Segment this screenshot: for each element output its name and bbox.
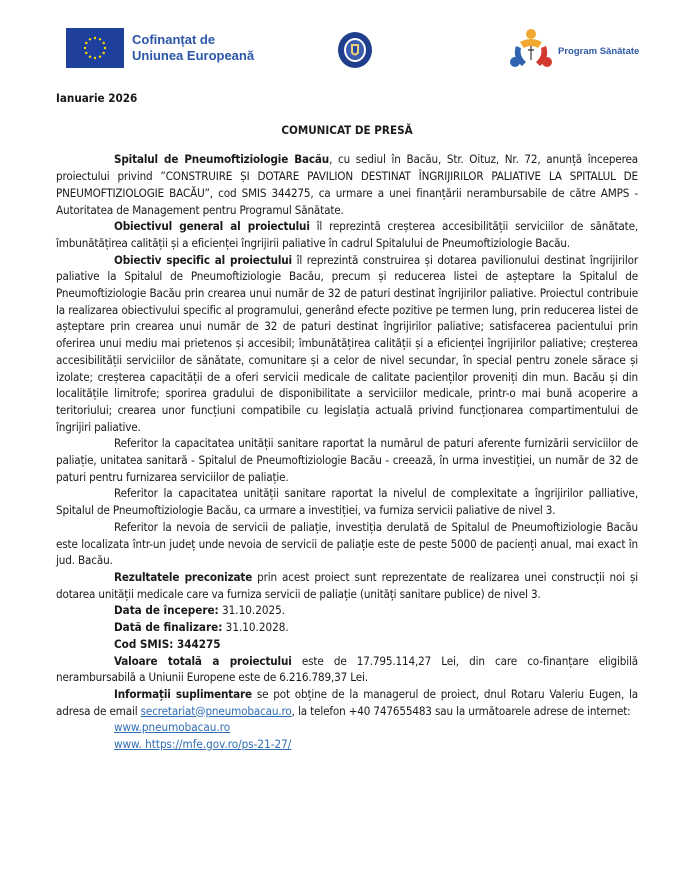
general-objective-label: Obiectivul general al proiectului — [114, 219, 310, 234]
header-logos — [0, 28, 696, 80]
project-value-label: Valoare totală a proiectului — [114, 653, 292, 668]
program-sanatate-label: Program Sănătate — [558, 45, 640, 57]
expected-results-label: Rezultatele preconizate — [114, 569, 253, 584]
paragraph-general-objective: Obiectivul general al proiectului îl reprezintă creșterea accesibilității serviciilor de sănătate, îmbunătățirea calității și a eficienței îngrijirii paliative în cadrul Spitalului de Pneumoftiziologie Bacău. — [56, 219, 639, 250]
eu-flag-icon — [66, 28, 124, 68]
paragraph-expected-results: Rezultatele preconizate prin acest proiect sunt reprezentate de realizarea unei construcții noi și dotarea unității medicale care va furniza servicii de paliație (unități sanitare publice) de nivel 3. — [56, 569, 638, 601]
paragraph-specific-objective: Obiectiv specific al proiectului îl reprezintă construirea și dotarea pavilionului destinat îngrijirilor paliative la Spitalul de Pneumoftiziologie Bacău, precum și reducerea listei de așteptare la Spitalul de Pneumoftiziologie Bacău prin crearea unui număr de 32 de paturi destinat îngrijirilor paliative. Proiectul contribuie la realizarea obiectivului specific al programului, generând efecte pozitive pe termen lung, prin reducerea listei de așteptare prin crearea unui număr de 32 de paturi destinat îngrijirilor paliative; satisfacerea pacientului prin oferirea unui mediu mai prietenos și accesibil; îmbunătățirea calității și a eficienței îngrijirilor paliative; creșterea accesibilității serviciilor de sănătate, comunitare și a celor de nivel secundar, în special pentru zonele sărace și izolate; creșterea capacității de a oferi servicii medicale de calitate pacienților proveniți din mun. Bacău și din localitățile limitrofe; sporirea gradului de disponibilitate a serviciilor medicale, printr-o mai bună acoperire a teritoriului; crearea unor funcțiuni compatibile cu legislația actuală privind funcționarea compartimentului de îngrijiri paliative. — [56, 252, 638, 434]
press-release-document — [56, 90, 638, 753]
guvernul-romaniei-seal-icon — [337, 31, 373, 69]
additional-info-label: Informații suplimentare — [114, 686, 252, 701]
paragraph-additional-info: Informații suplimentare se pot obține de la managerul de proiect, dnul Rotaru Valeriu Eugen, la adresa de email secretariat@pneumobacau.ro, la telefon +40 747655483 sau la următoarele adrese de internet: — [56, 686, 638, 718]
web-links — [56, 719, 638, 752]
paragraph-bed-capacity: Referitor la capacitatea unității sanitare raportat la numărul de paturi aferente furnizării serviciilor de paliație, unitatea sanitară - Spitalul de Pneumoftiziologie Bacău - creează, în urma investiției, un număr de 32 de paturi pentru furnizarea serviciilor de paliație. — [56, 436, 638, 484]
paragraph-intro: Spitalul de Pneumoftiziologie Bacău, cu sediul în Bacău, Str. Oituz, Nr. 72, anunță începerea proiectului privind ”CONSTRUIRE ȘI DOTARE PAVILION DESTINAT ÎNGRIJIRILOR PALIATIVE LA SPITALUL DE PNEUMOFTIZIOLOGIE BACĂU”, cod SMIS 344275, ca urmare a unei finanțării nerambursabile de către AMPS - Autoritatea de Management pentru Programul Sănătate. — [56, 152, 638, 217]
smis-code-field: Cod SMIS: 344275 — [114, 636, 221, 651]
link-mfe-gov[interactable]: www. https://mfe.gov.ro/ps-21-27/ — [114, 737, 292, 752]
program-sanatate-icon — [508, 28, 554, 74]
program-sanatate-logo — [508, 28, 639, 74]
paragraph-palliative-need: Referitor la nevoia de servicii de paliație, investiția derulată de Spitalul de Pneumoftiziologie Bacău este localizata într-un județ unde nevoia de servicii de paliație este de peste 5000 de pacienți anual, mai exact în jud. Bacău. — [56, 519, 638, 568]
link-pneumobacau[interactable]: www.pneumobacau.ro — [114, 720, 231, 735]
document-date: Ianuarie 2026 — [56, 91, 138, 105]
eu-cofinancing-logo — [66, 28, 254, 68]
paragraph-complexity-level: Referitor la capacitatea unității sanitare raportat la nivelul de complexitate a îngrijirilor palliative, Spitalul de Pneumoftiziologie Bacău, ca urmare a investiției, va furniza servicii paliative de nivel 3. — [56, 486, 638, 518]
specific-objective-label: Obiectiv specific al proiectului — [114, 252, 292, 267]
end-date-field: Dată de finalizare: 31.10.2028. — [114, 620, 289, 635]
start-date-field: Data de începere: 31.10.2025. — [114, 603, 286, 618]
eu-logo-line2: Uniunea Europeană — [132, 48, 255, 63]
paragraph-project-value: Valoare totală a proiectului este de 17.795.114,27 Lei, din care co-finanțare eligibilă nerambursabilă a Uniunii Europene este de 6.216.789,37 Lei. — [56, 653, 638, 685]
document-title: COMUNICAT DE PRESĂ — [281, 122, 413, 137]
eu-logo-line1: Cofinanțat de — [132, 32, 216, 47]
email-link[interactable]: secretariat@pneumobacau.ro — [140, 703, 292, 718]
hospital-name: Spitalul de Pneumoftiziologie Bacău — [114, 152, 330, 167]
